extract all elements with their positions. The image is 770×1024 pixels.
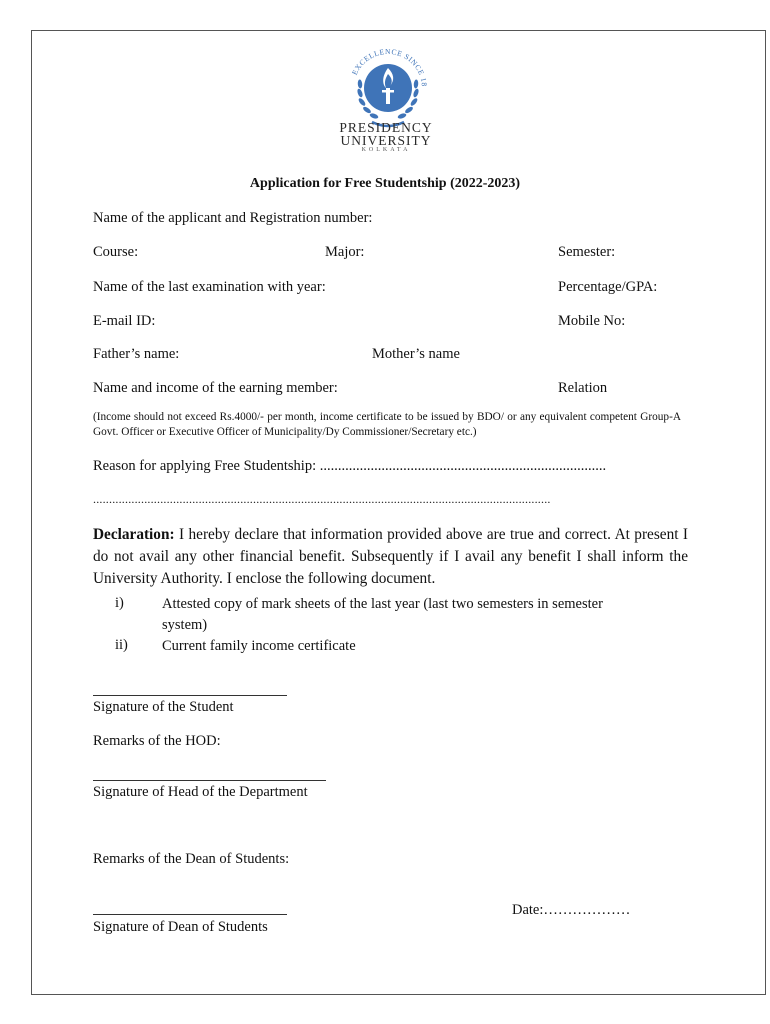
logo-arc-text: EXCELLENCE SINCE 18 — [349, 46, 430, 88]
reason-dotted-line: ............................................................................................................................................... — [93, 492, 551, 506]
list-item-text: Current family income certificate — [162, 638, 356, 654]
university-name-line2: UNIVERSITY — [340, 133, 432, 148]
student-signature-line — [93, 695, 287, 696]
label-email: E-mail ID: — [93, 313, 156, 329]
label-dean-signature: Signature of Dean of Students — [93, 919, 268, 935]
label-dean-remarks: Remarks of the Dean of Students: — [93, 851, 290, 867]
label-date: Date:……………… — [512, 902, 631, 918]
label-major: Major: — [325, 244, 365, 260]
list-item-number: i) — [115, 595, 124, 611]
university-name-line1: PRESIDENCY — [339, 120, 433, 135]
label-semester: Semester: — [558, 244, 616, 260]
university-city: KOLKATA — [361, 147, 411, 153]
declaration-paragraph — [93, 524, 688, 590]
university-name — [300, 121, 472, 147]
label-father: Father’s name: — [93, 346, 180, 362]
form-title: Application for Free Studentship (2022-2023) — [249, 176, 521, 191]
list-item-number: ii) — [115, 637, 128, 653]
declaration-text: I hereby declare that information provided above are true and correct. At present I do not avail any other financial benefit. Subsequently if I avail any benefit I shall inform the University Authority. I enclose the following document. — [93, 526, 688, 587]
label-name-registration: Name of the applicant and Registration number: — [93, 210, 373, 226]
declaration-heading: Declaration: — [93, 526, 175, 543]
label-student-signature: Signature of the Student — [93, 699, 234, 715]
hod-signature-line — [93, 780, 326, 781]
list-item-text: Attested copy of mark sheets of the last year (last two semesters in semester system) — [162, 596, 603, 633]
label-course: Course: — [93, 244, 139, 260]
label-relation: Relation — [558, 380, 608, 396]
label-hod-signature: Signature of Head of the Department — [93, 784, 308, 800]
label-percentage: Percentage/GPA: — [558, 279, 658, 295]
income-note: (Income should not exceed Rs.4000/- per month, income certificate to be issued by BDO/ or any equivalent competent Group-A Govt. Officer or Executive Officer of Municipality/Dy Commissioner/Secretary etc.) — [93, 411, 681, 438]
label-mother: Mother’s name — [372, 346, 460, 362]
dean-signature-line — [93, 914, 287, 915]
label-reason: Reason for applying Free Studentship: ............................................................................... — [93, 458, 607, 474]
label-earning-member: Name and income of the earning member: — [93, 380, 338, 396]
label-hod-remarks: Remarks of the HOD: — [93, 733, 221, 749]
label-last-exam: Name of the last examination with year: — [93, 279, 326, 295]
label-mobile: Mobile No: — [558, 313, 626, 329]
